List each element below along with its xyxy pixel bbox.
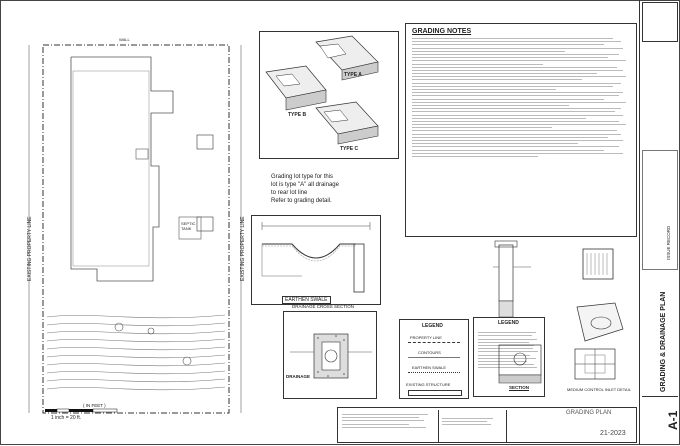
legend-swatch-property-line: [408, 342, 460, 343]
legend-symbols-title: LEGEND: [498, 320, 519, 326]
site-plan: [1, 31, 251, 441]
legend-swatch-contours: [408, 357, 460, 358]
drainage-drawing: [284, 312, 376, 398]
firm-info-block: [642, 2, 678, 42]
lot-type-drawing: [260, 32, 396, 156]
type-c-label: TYPE C: [340, 146, 359, 152]
legend-item-contours: CONTOURS: [418, 350, 441, 355]
type-b-label: TYPE B: [288, 112, 307, 118]
sheet-number: A-1: [666, 410, 680, 430]
left-property-line-label: EXISTING PROPERTY LINE: [27, 216, 33, 281]
grading-notes-title: GRADING NOTES: [412, 28, 472, 35]
grading-notes-body: [412, 38, 630, 157]
drainage-section-title: DRAINAGE CROSS SECTION: [292, 304, 355, 309]
drainage-cross-section: [283, 304, 377, 399]
section-label: SECTION: [509, 385, 530, 390]
legend-swatch-structure: [408, 390, 462, 396]
site-plan-drawing: [1, 31, 251, 441]
top-wall-label: WALL: [119, 37, 130, 42]
revision-table: [342, 410, 439, 442]
scale-text: 1 inch = 20 ft.: [51, 415, 82, 421]
drainage-label: DRAINAGE: [286, 374, 311, 379]
lot-type-callout: Grading lot type for this lot is type "A" all drainage to rear lot line Refer to grading detail.: [271, 174, 339, 204]
title-strip: [639, 0, 680, 445]
legend-item-earthen-swale: EARTHEN SWALE: [412, 365, 447, 370]
legend-swatch-swale: [408, 372, 460, 373]
footer-date: 21-2023: [600, 430, 626, 437]
bottom-title-block: [337, 407, 637, 443]
inlet-details: [491, 237, 637, 405]
grading-notes-panel: [405, 23, 637, 237]
lot-type-diagram: [259, 31, 399, 159]
earthen-swale-detail: [251, 215, 381, 305]
type-a-label: TYPE A: [344, 72, 362, 78]
right-property-line-label: EXISTING PROPERTY LINE: [240, 216, 246, 281]
swale-drawing: [252, 216, 380, 304]
legend-item-existing-structure: EXISTING STRUCTURE: [406, 382, 451, 387]
inlet-detail-title: MEDIUM CONTROL INLET DETAIL: [567, 387, 631, 392]
footer-sheet-title: GRADING PLAN: [566, 410, 612, 416]
septic-tank-label: SEPTIC TANK: [181, 221, 196, 231]
issue-record-label: ISSUE RECORD: [666, 225, 671, 260]
sheet-title-vertical: GRADING & DRAINAGE PLAN: [660, 291, 667, 392]
scale-title: ( IN FEET ): [83, 403, 106, 408]
issue-record-block: [642, 150, 678, 270]
legend-panel: [399, 319, 469, 399]
earthen-swale-label: EARTHEN SWALE: [282, 296, 331, 304]
legend-title: LEGEND: [422, 323, 443, 329]
legend-item-property-line: PROPERTY LINE: [410, 335, 442, 340]
inlet-drawing: [491, 237, 637, 405]
project-info: [442, 410, 507, 442]
